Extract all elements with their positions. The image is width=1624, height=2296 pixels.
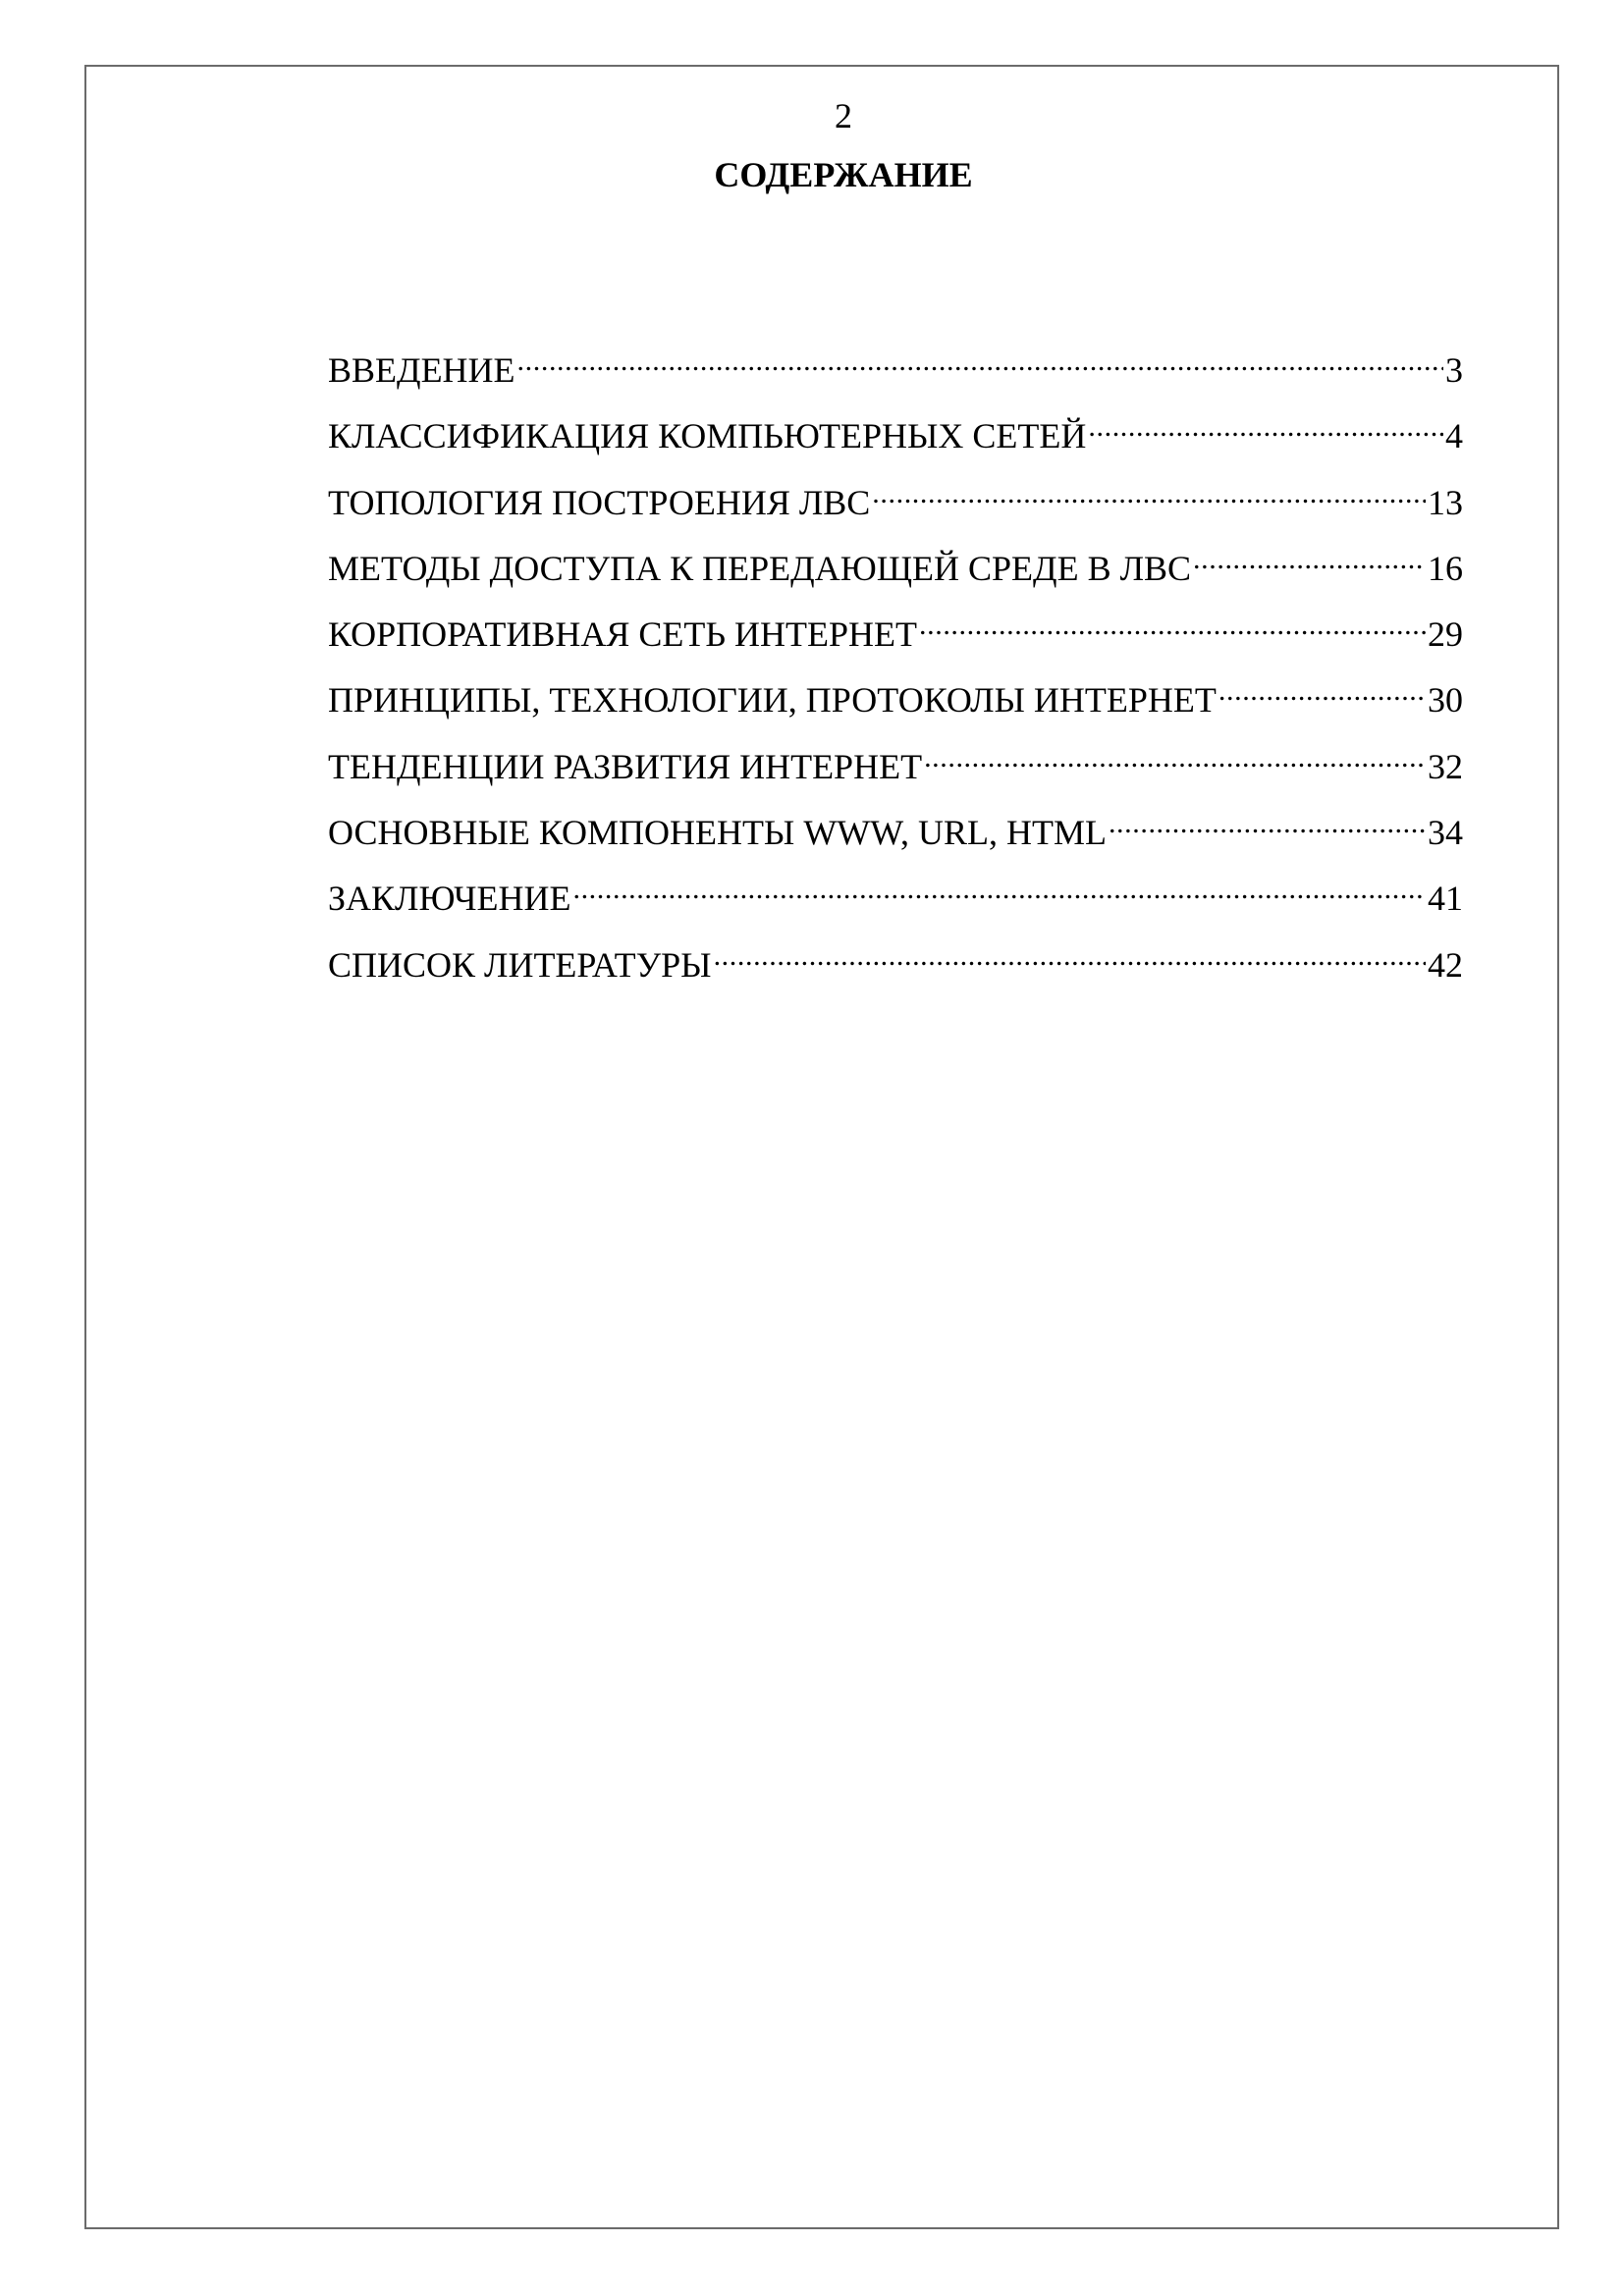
toc-entry[interactable] (328, 339, 1463, 404)
toc-entry-label: КОРПОРАТИВНАЯ СЕТЬ ИНТЕРНЕТ (328, 614, 918, 655)
toc-entry[interactable] (328, 404, 1463, 470)
toc-leader-dots (872, 471, 1426, 514)
toc-leader-dots (919, 603, 1426, 646)
toc-leader-dots (1218, 668, 1426, 712)
toc-leader-dots (517, 339, 1443, 382)
toc-entry-page: 29 (1428, 614, 1463, 655)
page-title: СОДЕРЖАНИЕ (714, 155, 973, 194)
toc-leader-dots (1193, 537, 1426, 580)
toc-leader-dots (714, 934, 1426, 977)
toc-entry-page: 34 (1428, 813, 1463, 853)
toc-entry-label: МЕТОДЫ ДОСТУПА К ПЕРЕДАЮЩЕЙ СРЕДЕ В ЛВС (328, 548, 1192, 588)
toc-entry-page: 42 (1428, 944, 1463, 985)
toc-entry-page: 4 (1445, 416, 1463, 456)
toc-leader-dots (572, 867, 1426, 910)
toc-leader-dots (1109, 801, 1426, 844)
toc-entry-page: 13 (1428, 482, 1463, 522)
toc-entry-label: ВВЕДЕНИЕ (328, 350, 515, 390)
toc-entry[interactable] (328, 603, 1463, 668)
toc-entry[interactable] (328, 668, 1463, 734)
toc-entry[interactable] (328, 537, 1463, 603)
toc-entry-page: 41 (1428, 879, 1463, 919)
toc-entry[interactable] (328, 867, 1463, 933)
toc-entry-label: ОСНОВНЫЕ КОМПОНЕНТЫ WWW, URL, HTML (328, 813, 1107, 853)
toc-entry-page: 16 (1428, 548, 1463, 588)
toc-entry[interactable] (328, 801, 1463, 867)
page-number: 2 (835, 96, 852, 135)
toc-entry-label: СПИСОК ЛИТЕРАТУРЫ (328, 944, 712, 985)
toc-entry[interactable] (328, 735, 1463, 801)
toc-entry-label: КЛАССИФИКАЦИЯ КОМПЬЮТЕРНЫХ СЕТЕЙ (328, 416, 1087, 456)
toc-entry[interactable] (328, 934, 1463, 999)
toc-entry-label: ТОПОЛОГИЯ ПОСТРОЕНИЯ ЛВС (328, 482, 871, 522)
toc-entry-label: ТЕНДЕНЦИИ РАЗВИТИЯ ИНТЕРНЕТ (328, 746, 923, 786)
toc-entry[interactable] (328, 471, 1463, 537)
toc-leader-dots (924, 735, 1426, 778)
toc-entry-label: ПРИНЦИПЫ, ТЕХНОЛОГИИ, ПРОТОКОЛЫ ИНТЕРНЕТ (328, 680, 1217, 721)
toc-entry-page: 30 (1428, 680, 1463, 721)
toc-entry-page: 32 (1428, 746, 1463, 786)
table-of-contents (328, 339, 1463, 999)
toc-entry-page: 3 (1445, 350, 1463, 390)
toc-entry-label: ЗАКЛЮЧЕНИЕ (328, 879, 571, 919)
toc-leader-dots (1088, 404, 1443, 448)
